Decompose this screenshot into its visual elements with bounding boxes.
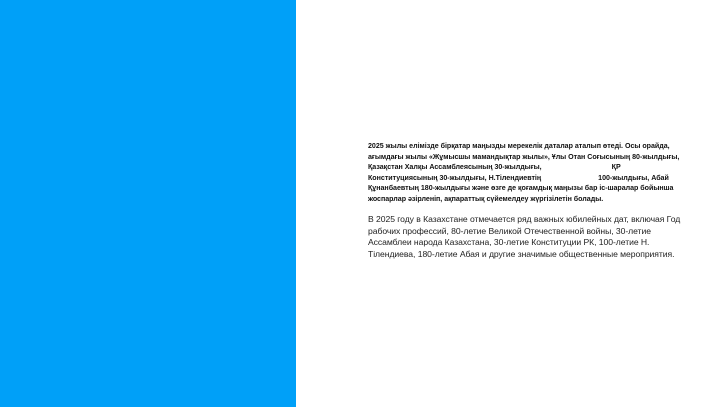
paragraph-kazakh-part-1: 2025 жылы елімізде бірқатар маңызды мерекелік даталар аталып өтеді. Осы орайда, ағымдағы жылы «Жұмысшы мамандықтар жылы», Ұлы Отан Соғысының 80-жылдығы, Қазақстан Халқы Ассамблеясының 30-жылдығы,: [368, 142, 680, 171]
left-accent-panel: [0, 0, 296, 407]
paragraph-kazakh: [368, 141, 690, 204]
text-area: [368, 141, 690, 260]
paragraph-russian: В 2025 году в Казахстане отмечается ряд важных юбилейных дат, включая Год рабочих профессий, 80-летие Великой Отечественной войны, 30-летие Ассамблеи народа Казахстана, 30-летие Конституции РК, 100-летие Н. Тілендиева, 180-летие Абая и другие значимые общественные мероприятия.: [368, 214, 681, 259]
paragraph-kazakh-part-2: ҚР Конституциясының 30-жылдығы, Н.Тілендиевтің: [368, 163, 621, 182]
paragraph-kazakh-part-3: 100-жылдығы, Абай Құнанбаевтың 180-жылдығы және өзге де қоғамдық маңызы бар іс-шаралар бойынша жоспарлар әзірленіп, ақпараттық сүйемелдеу жүргізілетін болады.: [368, 173, 674, 203]
